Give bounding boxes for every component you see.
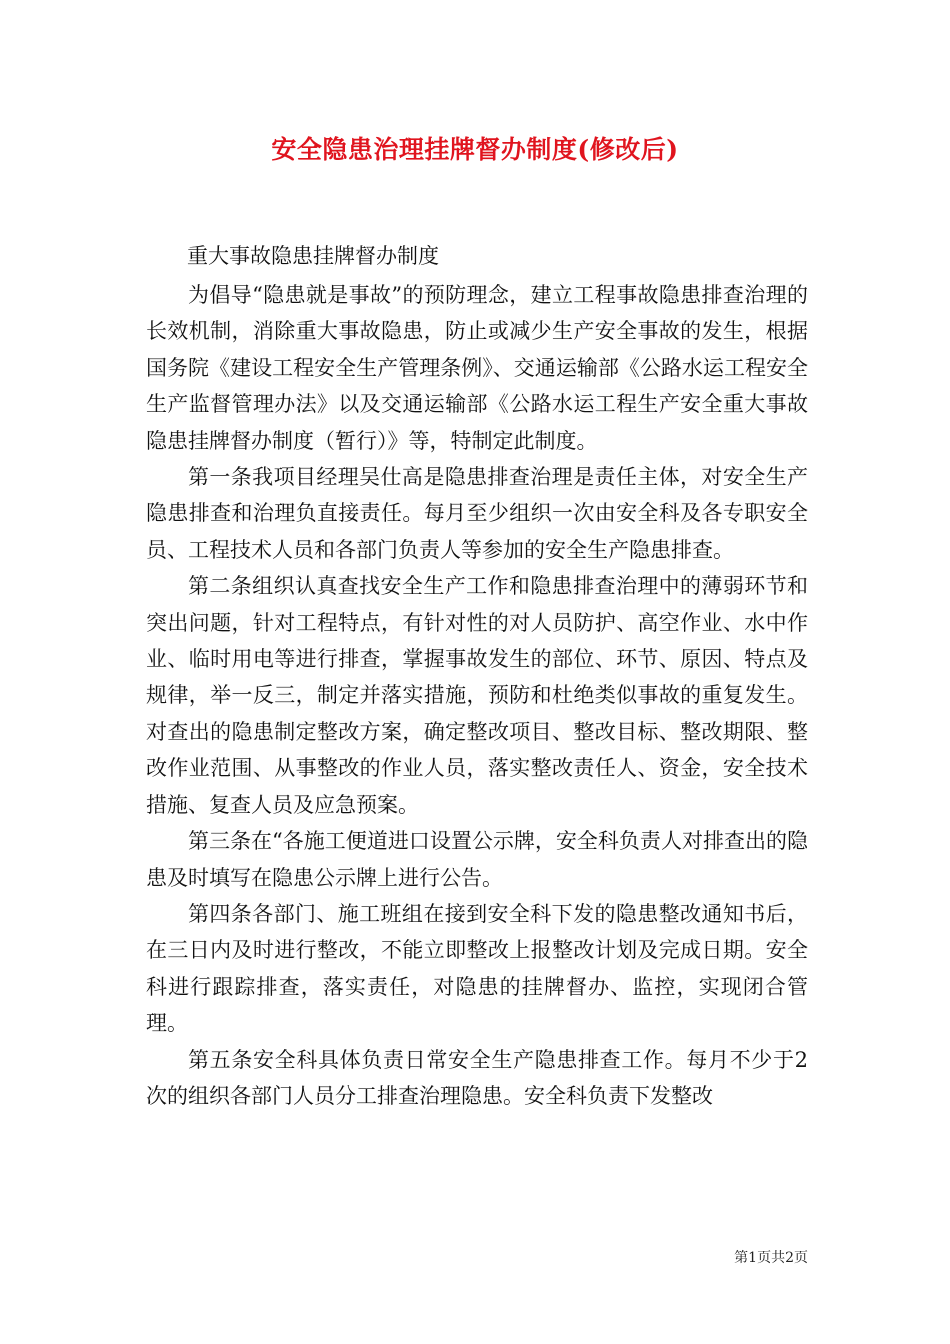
document-body [146,277,808,1114]
paragraph-article-5: 第五条安全科具体负责日常安全生产隐患排查工作。每月不少于2次的组织各部门人员分工排查治理隐患。安全科负责下发整改 [146,1047,808,1108]
document-subtitle: 重大事故隐患挂牌督办制度 [187,244,439,268]
paragraph-preamble: 为倡导“隐患就是事故”的预防理念，建立工程事故隐患排查治理的长效机制，消除重大事故隐患，防止或减少生产安全事故的发生，根据国务院《建设工程安全生产管理条例》、交通运输部《公路水运工程安全生产监督管理办法》以及交通运输部《公路水运工程生产安全重大事故隐患挂牌督办制度（暂行）》等，特制定此制度。 [146,283,808,453]
paragraph-article-1: 第一条我项目经理吴仕高是隐患排查治理是责任主体，对安全生产隐患排查和治理负直接责任。每月至少组织一次由安全科及各专职安全员、工程技术人员和各部门负责人等参加的安全生产隐患排查。 [146,465,808,562]
document-title: 安全隐患治理挂牌督办制度(修改后) [271,135,679,164]
page-number: 第1页共2页 [734,1250,808,1266]
paragraph-article-2: 第二条组织认真查找安全生产工作和隐患排查治理中的薄弱环节和突出问题，针对工程特点，有针对性的对人员防护、高空作业、水中作业、临时用电等进行排查，掌握事故发生的部位、环节、原因、特点及规律，举一反三，制定并落实措施，预防和杜绝类似事故的重复发生。对查出的隐患制定整改方案，确定整改项目、整改目标、整改期限、整改作业范围、从事整改的作业人员，落实整改责任人、资金，安全技术措施、复查人员及应急预案。 [146,574,808,817]
paragraph-article-4: 第四条各部门、施工班组在接到安全科下发的隐患整改通知书后，在三日内及时进行整改，不能立即整改上报整改计划及完成日期。安全科进行跟踪排查，落实责任，对隐患的挂牌督办、监控，实现闭合管理。 [146,901,808,1036]
paragraph-article-3: 第三条在“各施工便道进口设置公示牌，安全科负责人对排查出的隐患及时填写在隐患公示牌上进行公告。 [146,829,808,890]
